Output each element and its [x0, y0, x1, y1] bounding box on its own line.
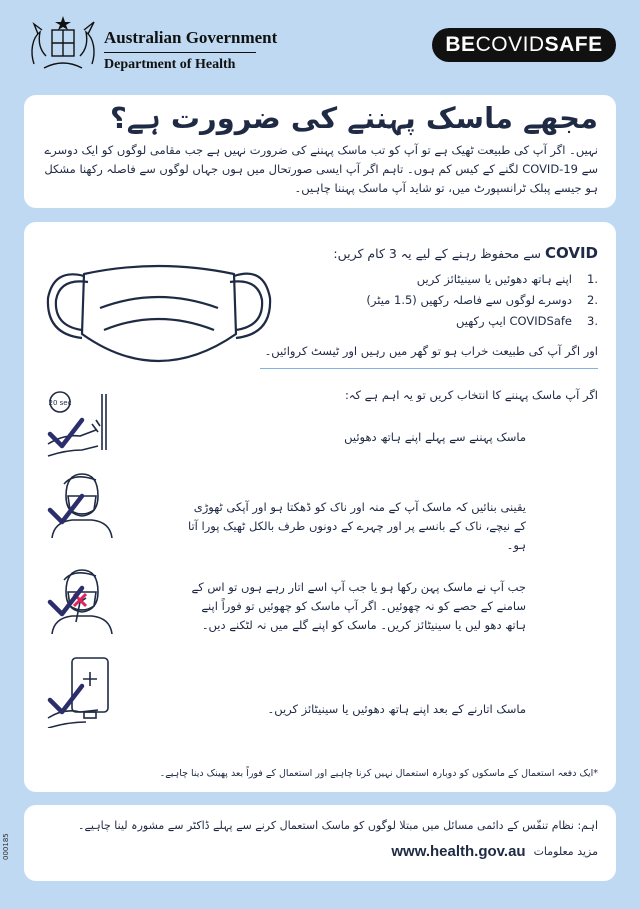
more-info-label: مزید معلومات	[533, 845, 598, 858]
list-text: اپنے ہاتھ دھوئیں یا سینیٹائز کریں	[416, 271, 572, 286]
covid-heading-rest: سے محفوظ رہنے کے لیے یہ 3 کام کریں:	[333, 246, 545, 261]
document-code: 000185	[2, 833, 10, 860]
footer-panel	[24, 805, 616, 881]
health-website-link[interactable]: www.health.gov.au	[391, 843, 526, 860]
list-number: .3	[587, 313, 598, 328]
step-text: یقینی بنائیں کہ ماسک آپ کے منہ اور ناک کو ڈھکتا ہو اور آپکی ٹھوڑی کے نیچے، ناک کے بانسے پر اور چہرے کے دونوں طرف بالکل ٹھیک پورا آتا ہو۔	[187, 500, 526, 552]
important-note: اہم: نظام تنفّس کے دائمی مسائل میں مبتلا لوگوں کو ماسک استعمال کرنے سے پہلے ڈاکٹر سے مشورہ لینا چاہیے۔	[78, 819, 598, 832]
covid-list	[366, 268, 598, 331]
step-text: جب آپ نے ماسک پہن رکھا ہو یا جب آپ اسے اتار رہے ہوں تو اس کے سامنے کے حصے کو نہ چھوئیں۔ اگر آپ ماسک کو چھوئیں تو فوراً اپنے ہاتھ دھو لیں یا سینیٹائز کریں۔ ماسک کو اپنے گلے میں نہ لٹکنے دیں۔	[191, 580, 526, 632]
face-mask-icon	[38, 238, 278, 388]
badge-safe: SAFE	[544, 33, 603, 56]
badge-covid: COVID	[475, 33, 545, 56]
list-number: .2	[587, 292, 598, 307]
covid-heading	[333, 244, 598, 262]
list-number: .1	[587, 271, 598, 286]
intro-text: نہیں۔ اگر آپ کی طبیعت ٹھیک ہے تو آپ کو تب ماسک پہننے کی ضرورت نہیں ہے جب مقامی لوگوں کو ایک دوسرے سے COVID-19 لگنے کے کیس کم ہوں۔ تاہم اگر آپ ایسی صورتحال میں ہوں جہاں لوگوں سے فاصلہ رکھنا مشکل ہو جیسے پبلک ٹرانسپورٹ میں، تو شاید آپ ماسک پہننا چاہیں۔	[44, 143, 598, 195]
badge-be: BE	[445, 33, 476, 56]
list-item	[366, 289, 598, 310]
check-icon	[46, 584, 86, 620]
check-icon	[46, 492, 86, 528]
list-item	[366, 268, 598, 289]
section-divider	[260, 368, 598, 369]
check-icon	[46, 682, 86, 718]
list-text: دوسرے لوگوں سے فاصلہ رکھیں (1.5 میٹر)	[366, 292, 572, 307]
list-item	[366, 310, 598, 331]
department-name: Department of Health	[104, 57, 236, 72]
intro-panel	[24, 95, 616, 208]
list-text: COVIDSafe ایپ رکھیں	[455, 313, 572, 328]
step-text: ماسک پہننے سے پہلے اپنے ہاتھ دھوئیں	[344, 430, 526, 444]
guidance-panel	[24, 222, 616, 792]
covid-word: COVID	[545, 244, 598, 262]
stay-home-note: اور اگر آپ کی طبیعت خراب ہو تو گھر میں رہیں اور ٹیسٹ کروائیں۔	[264, 344, 598, 358]
footnote: *ایک دفعہ استعمال کے ماسکوں کو دوبارہ استعمال نہیں کرنا چاہیے اور استعمال کے فوراً بعد پھینک دینا چاہیے۔	[159, 768, 598, 779]
step-text: ماسک اتارنے کے بعد اپنے ہاتھ دھوئیں یا سینیٹائز کریں۔	[267, 702, 526, 716]
header	[0, 0, 640, 92]
timer-label: 20 sec	[48, 399, 72, 407]
gov-title: Australian Government	[104, 28, 256, 53]
coat-of-arms-icon	[24, 14, 102, 74]
more-info	[391, 843, 598, 860]
government-logo-text	[104, 28, 278, 73]
page-title: مجھے ماسک پہننے کی ضرورت ہے؟	[109, 101, 598, 135]
be-covidsafe-badge	[432, 28, 616, 62]
steps-heading: اگر آپ ماسک پہننے کا انتخاب کریں تو یہ اہم ہے کہ:	[344, 388, 598, 402]
check-icon	[46, 416, 86, 452]
